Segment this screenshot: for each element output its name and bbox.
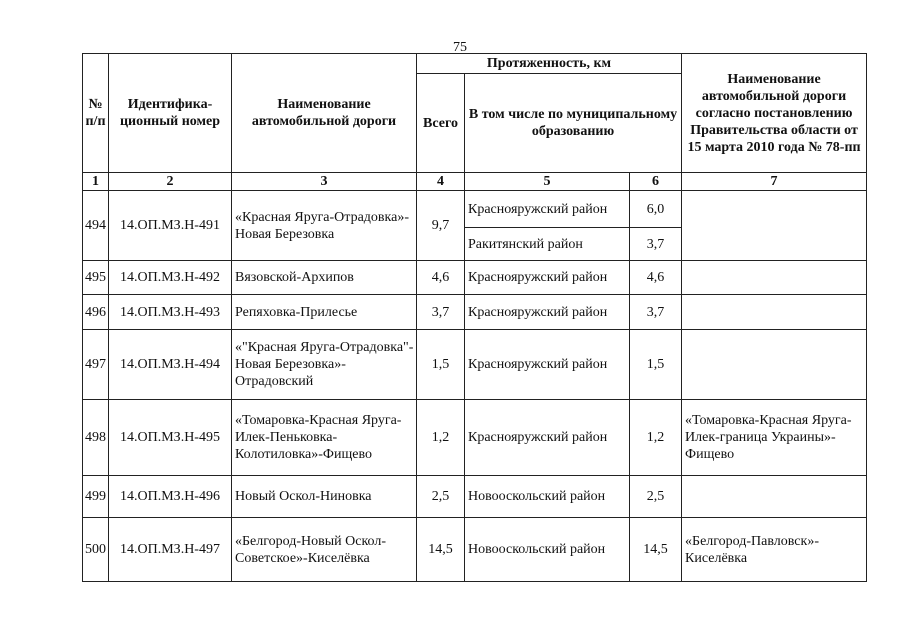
header-id: Идентифика-ционный номер (109, 54, 232, 173)
row-road-name: Репяховка-Прилесье (232, 295, 417, 330)
row-id: 14.ОП.МЗ.Н-493 (109, 295, 232, 330)
row-num: 496 (83, 295, 109, 330)
roads-table (82, 53, 867, 582)
header-num: № п/п (83, 54, 109, 173)
row-district-km: 14,5 (630, 518, 682, 582)
row-num: 500 (83, 518, 109, 582)
table-row (83, 518, 867, 582)
row-road-name: «Томаровка-Красная Яруга-Илек-Пеньковка-Колотиловка»-Фищево (232, 400, 417, 476)
header-by-municipality: В том числе по муниципальному образованию (465, 74, 682, 173)
row-total: 14,5 (417, 518, 465, 582)
row-district-km: 1,2 (630, 400, 682, 476)
row-total: 1,2 (417, 400, 465, 476)
row-total: 3,7 (417, 295, 465, 330)
table-row (83, 330, 867, 400)
row-district: Краснояружский район (465, 330, 630, 400)
row-district: Новооскольский район (465, 518, 630, 582)
row-total: 4,6 (417, 261, 465, 295)
table-row (83, 295, 867, 330)
row-id: 14.ОП.МЗ.Н-494 (109, 330, 232, 400)
row-district: Краснояружский район (465, 191, 630, 228)
column-number: 1 (83, 173, 109, 191)
row-road-name: Вязовской-Архипов (232, 261, 417, 295)
table-row (83, 261, 867, 295)
row-num: 497 (83, 330, 109, 400)
row-district-km: 2,5 (630, 476, 682, 518)
row-num: 495 (83, 261, 109, 295)
row-road-name: «Красная Яруга-Отрадовка»-Новая Березовка (232, 191, 417, 261)
row-decree-name: «Белгород-Павловск»-Киселёвка (682, 518, 867, 582)
row-district: Краснояружский район (465, 295, 630, 330)
row-total: 1,5 (417, 330, 465, 400)
row-district: Краснояружский район (465, 261, 630, 295)
row-id: 14.ОП.МЗ.Н-495 (109, 400, 232, 476)
header-name: Наименование автомобильной дороги (232, 54, 417, 173)
table-row (83, 476, 867, 518)
row-num: 498 (83, 400, 109, 476)
row-num: 494 (83, 191, 109, 261)
column-number: 3 (232, 173, 417, 191)
header-decree-name: Наименование автомобильной дороги согласно постановлению Правительства области от 15 марта 2010 года № 78-пп (682, 54, 867, 173)
row-district-km: 3,7 (630, 228, 682, 261)
row-decree-name (682, 330, 867, 400)
row-id: 14.ОП.МЗ.Н-496 (109, 476, 232, 518)
column-number: 2 (109, 173, 232, 191)
table-row (83, 400, 867, 476)
page-number: 75 (453, 40, 467, 55)
row-decree-name (682, 295, 867, 330)
row-district-km: 6,0 (630, 191, 682, 228)
row-num: 499 (83, 476, 109, 518)
row-total: 2,5 (417, 476, 465, 518)
column-number: 7 (682, 173, 867, 191)
header-length-group: Протяженность, км (417, 54, 682, 74)
row-total: 9,7 (417, 191, 465, 261)
column-number: 6 (630, 173, 682, 191)
row-district-km: 4,6 (630, 261, 682, 295)
column-number: 4 (417, 173, 465, 191)
table-row (83, 191, 867, 228)
row-id: 14.ОП.МЗ.Н-497 (109, 518, 232, 582)
row-district-km: 1,5 (630, 330, 682, 400)
row-road-name: «"Красная Яруга-Отрадовка"-Новая Березовка»-Отрадовский (232, 330, 417, 400)
row-decree-name (682, 261, 867, 295)
row-id: 14.ОП.МЗ.Н-491 (109, 191, 232, 261)
row-district: Ракитянский район (465, 228, 630, 261)
row-district: Краснояружский район (465, 400, 630, 476)
row-district: Новооскольский район (465, 476, 630, 518)
header-total: Всего (417, 74, 465, 173)
row-decree-name (682, 191, 867, 261)
row-district-km: 3,7 (630, 295, 682, 330)
row-road-name: «Белгород-Новый Оскол-Советское»-Киселёвка (232, 518, 417, 582)
row-road-name: Новый Оскол-Ниновка (232, 476, 417, 518)
row-id: 14.ОП.МЗ.Н-492 (109, 261, 232, 295)
row-decree-name (682, 476, 867, 518)
column-number: 5 (465, 173, 630, 191)
row-decree-name: «Томаровка-Красная Яруга-Илек-граница Украины»-Фищево (682, 400, 867, 476)
